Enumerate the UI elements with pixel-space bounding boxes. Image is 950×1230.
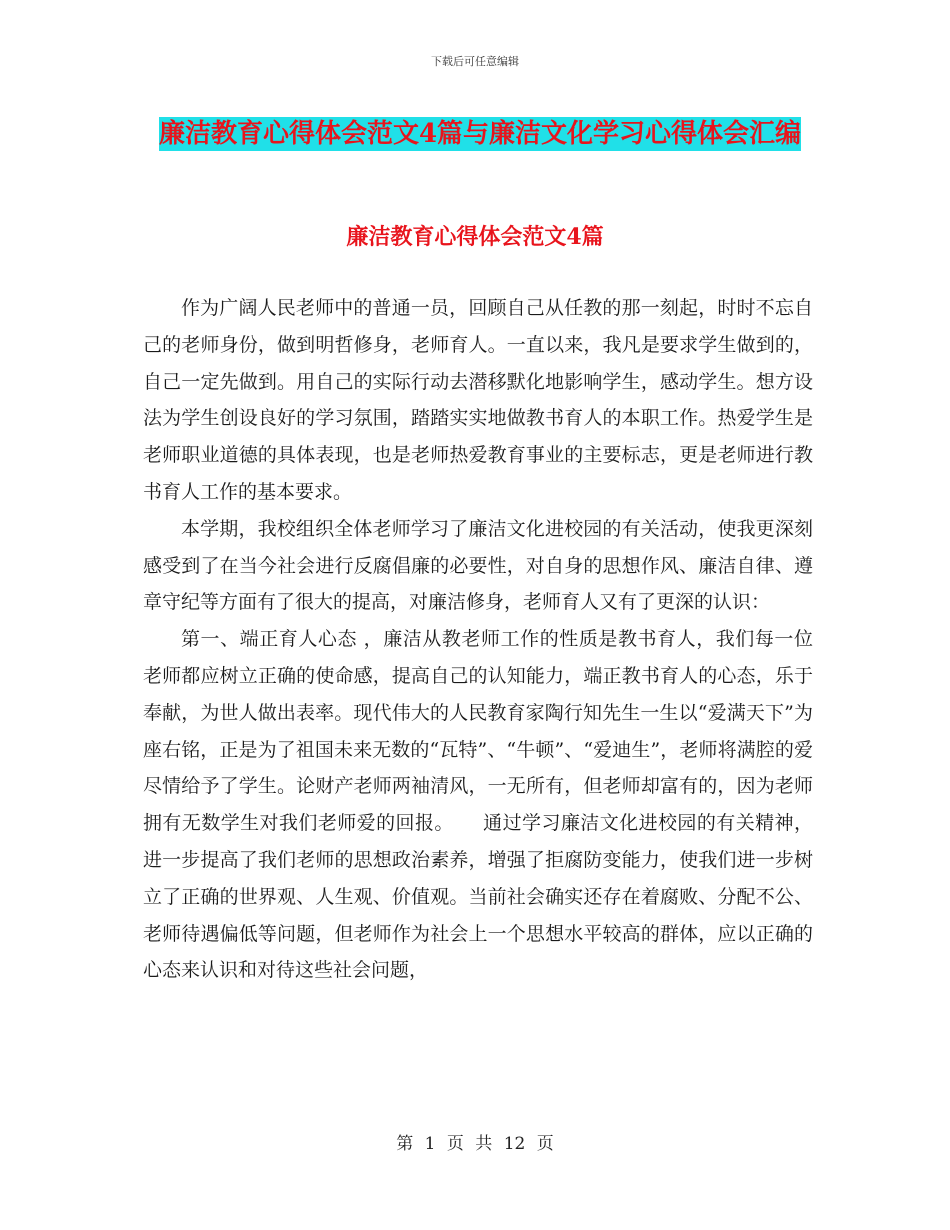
document-title-text: 廉洁教育心得体会范文4篇与廉洁文化学习心得体会汇编 — [158, 119, 802, 149]
paragraph: 本学期，我校组织全体老师学习了廉洁文化进校园的有关活动，使我更深刻感受到了在当今社会进行反腐倡廉的必要性，对自身的思想作风、廉洁自律、遵章守纪等方面有了很大的提高，对廉洁修身，老师育人又有了更深的认识： — [143, 517, 813, 614]
paragraph: 作为广阔人民老师中的普通一员，回顾自己从任教的那一刻起，时时不忘自己的老师身份，做到明哲修身，老师育人。一直以来，我凡是要求学生做到的，自己一定先做到。用自己的实际行动去潜移默化地影响学生，感动学生。想方设法为学生创设良好的学习氛围，踏踏实实地做教书育人的本职工作。热爱学生是老师职业道德的具体表现，也是老师热爱教育事业的主要标志，更是老师进行教书育人工作的基本要求。 — [143, 297, 813, 503]
section-title: 廉洁教育心得体会范文4篇 — [346, 224, 604, 250]
document-body — [143, 290, 813, 989]
header-note: 下载后可任意编辑 — [431, 55, 519, 68]
page-number: 第 1 页 共 12 页 — [396, 1134, 554, 1154]
document-title — [150, 108, 810, 160]
paragraph: 第一、端正育人心态 ，廉洁从教老师工作的性质是教书育人，我们每一位老师都应树立正确的使命感，提高自己的认知能力，端正教书育人的心态，乐于奉献，为世人做出表率。现代伟大的人民教育家陶行知先生一生以“爱满天下”为座右铭，正是为了祖国未来无数的“瓦特”、“牛顿”、“爱迪生”，老师将满腔的爱尽情给予了学生。论财产老师两袖清风，一无所有，但老师却富有的，因为老师拥有无数学生对我们老师爱的回报。 通过学习廉洁文化进校园的有关精神，进一步提高了我们老师的思想政治素养，增强了拒腐防变能力，使我们进一步树立了正确的世界观、人生观、价值观。当前社会确实还存在着腐败、分配不公、老师待遇偏低等问题，但老师作为社会上一个思想水平较高的群体，应以正确的心态来认识和对待这些社会问题， — [143, 628, 813, 982]
